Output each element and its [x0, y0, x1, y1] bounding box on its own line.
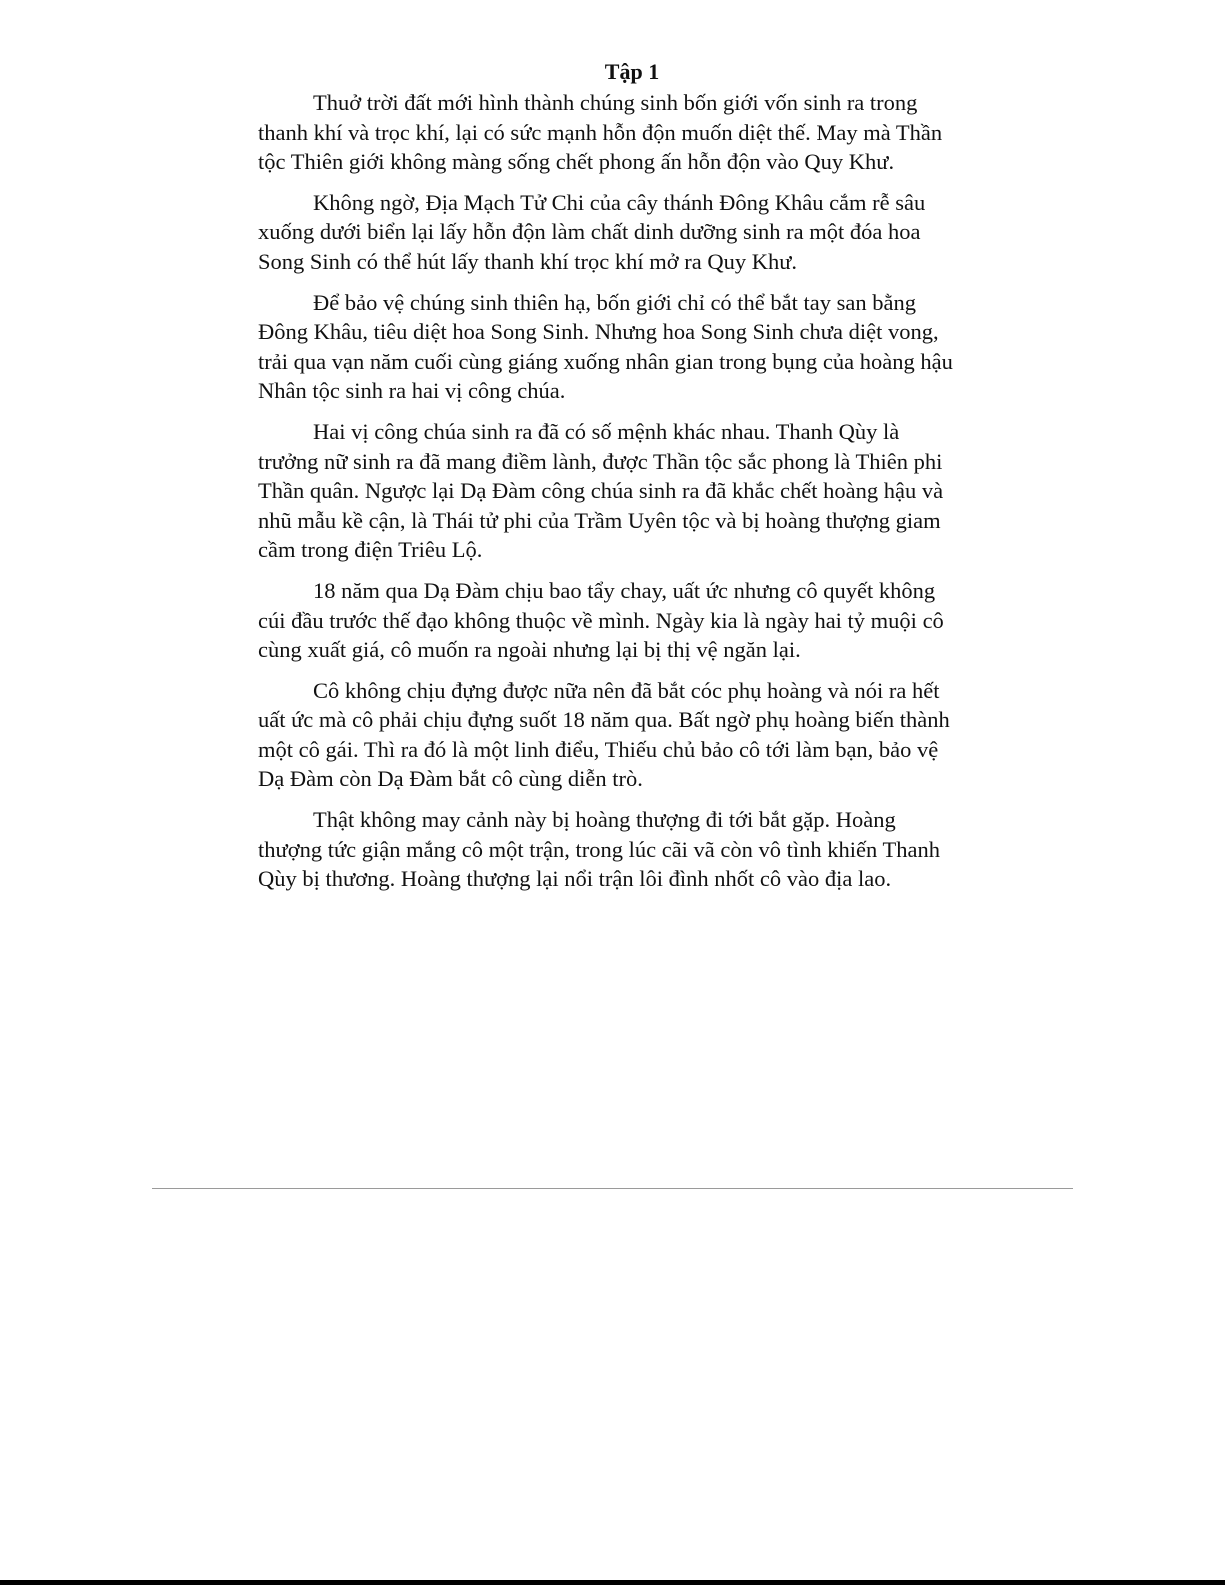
paragraph-2: Không ngờ, Địa Mạch Tử Chi của cây thánh Đông Khâu cắm rễ sâu xuống dưới biển lại lấy hỗn độn làm chất dinh dưỡng sinh ra một đóa hoa Song Sinh có thể hút lấy thanh khí trọc khí mở ra Quy Khư.	[258, 189, 926, 274]
page-content	[258, 58, 958, 905]
paragraph-3: Để bảo vệ chúng sinh thiên hạ, bốn giới chỉ có thể bắt tay san bằng Đông Khâu, tiêu diệt hoa Song Sinh. Nhưng hoa Song Sinh chưa diệt vong, trải qua vạn năm cuối cùng giáng xuống nhân gian trong bụng của hoàng hậu Nhân tộc sinh ra hai vị công chúa.	[258, 289, 953, 404]
paragraph-7: Thật không may cảnh này bị hoàng thượng đi tới bắt gặp. Hoàng thượng tức giận mắng cô một trận, trong lúc cãi vã còn vô tình khiến Thanh Qùy bị thương. Hoàng thượng lại nổi trận lôi đình nhốt cô vào địa lao.	[258, 807, 940, 892]
paragraph-5: 18 năm qua Dạ Đàm chịu bao tẩy chay, uất ức nhưng cô quyết không cúi đầu trước thế đạo không thuộc về mình. Ngày kia là ngày hai tỷ muội cô cùng xuất giá, cô muốn ra ngoài nhưng lại bị thị vệ ngăn lại.	[258, 577, 944, 663]
paragraph-1: Thuở trời đất mới hình thành chúng sinh bốn giới vốn sinh ra trong thanh khí và trọc khí, lại có sức mạnh hỗn độn muốn diệt thế. May mà Thần tộc Thiên giới không màng sống chết phong ấn hỗn độn vào Quy Khư.	[258, 90, 943, 175]
paragraph-4: Hai vị công chúa sinh ra đã có số mệnh khác nhau. Thanh Qùy là trưởng nữ sinh ra đã mang điềm lành, được Thần tộc sắc phong là Thiên phi Thần quân. Ngược lại Dạ Đàm công chúa sinh ra đã khắc chết hoàng hậu và nhũ mẫu kề cận, là Thái tử phi của Trầm Uyên tộc và bị hoàng thượng giam cầm trong điện Triêu Lộ.	[258, 418, 944, 563]
bottom-edge-bar	[0, 1580, 1225, 1585]
page-separator-line	[152, 1188, 1073, 1189]
chapter-title: Tập 1	[604, 59, 660, 84]
paragraph-6: Cô không chịu đựng được nữa nên đã bắt cóc phụ hoàng và nói ra hết uất ức mà cô phải chịu đựng suốt 18 năm qua. Bất ngờ phụ hoàng biến thành một cô gái. Thì ra đó là một linh điểu, Thiếu chủ bảo cô tới làm bạn, bảo vệ Dạ Đàm còn Dạ Đàm bắt cô cùng diễn trò.	[258, 677, 950, 792]
